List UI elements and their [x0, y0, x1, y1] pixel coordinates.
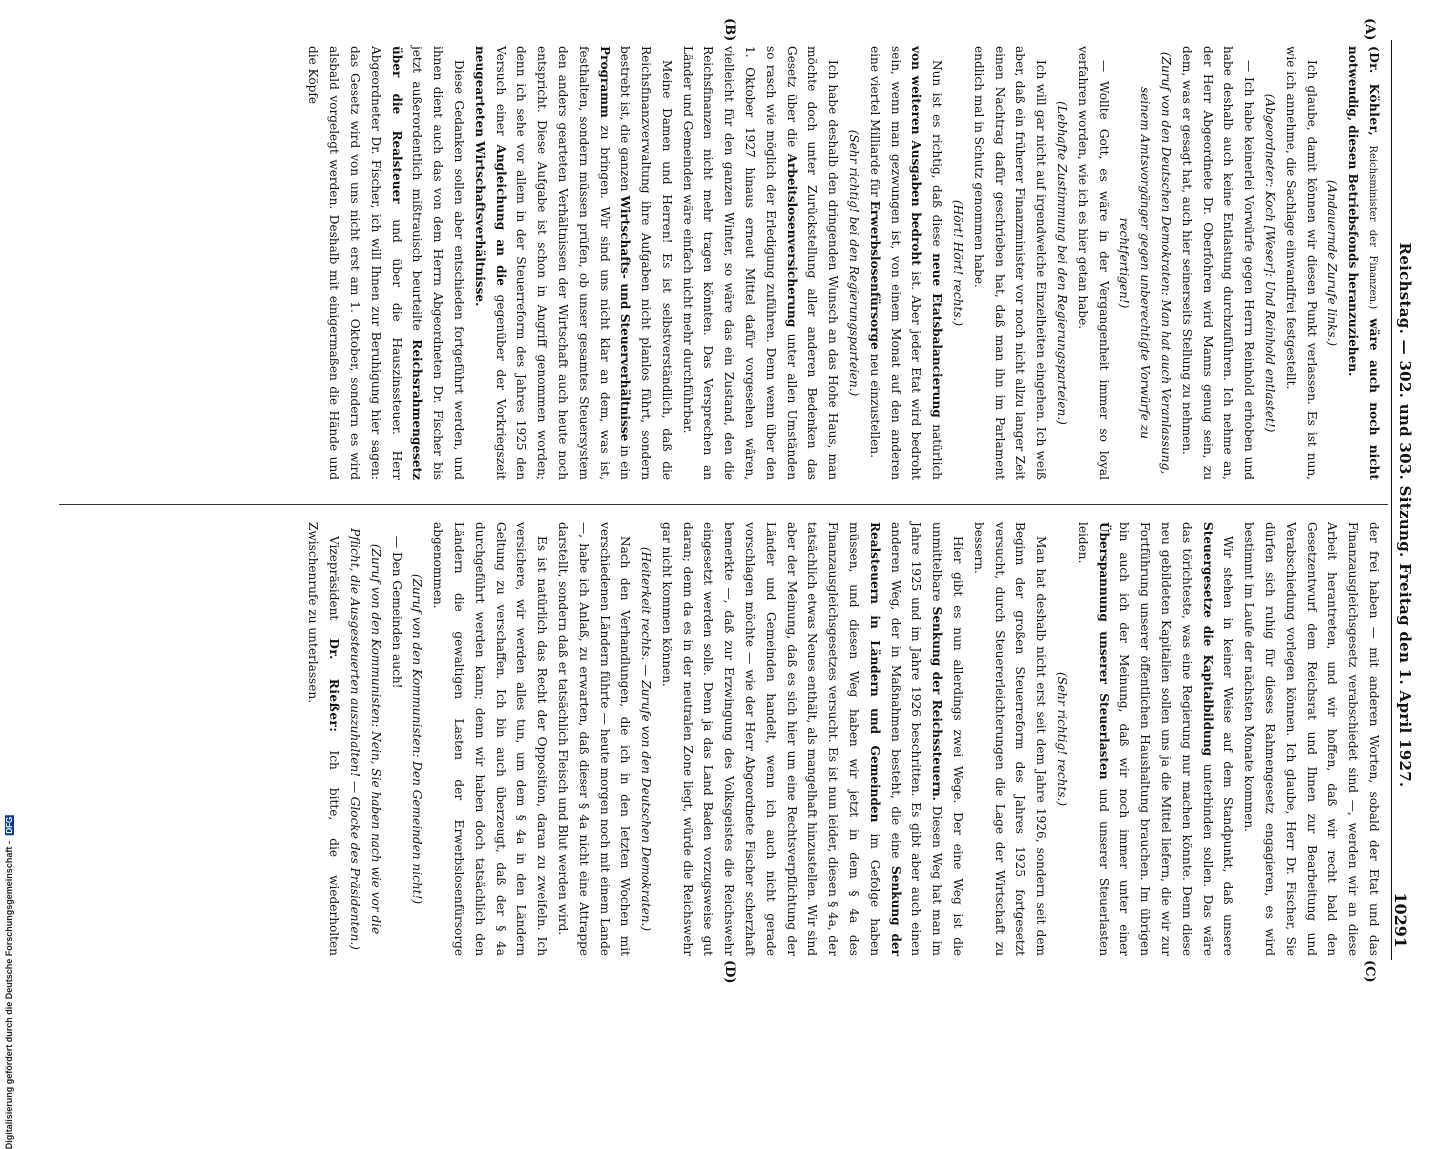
text-run: Vizepräsident [327, 536, 342, 621]
digitization-note-text: Digitalisierung gefördert durch die Deutsche Forschungsgemeinschaft - [4, 841, 14, 1149]
speaker-name: Dr. Rießer: [327, 638, 342, 733]
bold-phrase: neue Etatsbalancierung [930, 253, 945, 418]
paragraph: Es ist natürlich das Recht der Opposition, daran zu zweifeln. Ich versichere, wir werden alles tun, um dem § 4a in den Ländern Geltung zu verschaffen. Ich bin auch überzeugt, daß der § 4a durchgeführt werden kann; denn wir haben doch tatsächlich den Ländern die gewaltigen Lasten der Erwerbslosenfürsorge abgenommen. [431, 522, 550, 956]
interjection: (Zuruf von den Deutschen Demokraten: Man hat auch Veranlassung, seinem Amtsvorgänger gegen unberechtigte Vorwürfe zu rechtfertigen!) [1117, 51, 1174, 475]
paragraph: Ich glaube, damit können wir diesen Punkt verlassen. Es ist nun, wie ich annehme, die Sachlage einwandfrei festgestellt. [1283, 46, 1319, 480]
paragraph [303, 46, 469, 480]
text-run: Wir stehen in keiner Weise auf dem Standpunkt, daß unsere [1221, 536, 1236, 956]
page-header: Reichstag. — 302. und 303. Sitzung. Freitag den 1. April 1927. [1396, 242, 1414, 788]
paragraph [677, 46, 843, 480]
paragraph [303, 522, 345, 956]
paragraph [469, 46, 677, 480]
text-run: Ich bitte, die wiederholten Zwischenrufe zu unterlassen. [306, 522, 342, 956]
margin-marker-a: (A) [1362, 18, 1377, 41]
interjection: (Lebhafte Zustimmung bei den Regierungsparteien.) [1055, 101, 1070, 425]
bold-phrase: Erwerbslosenfürsorge [867, 200, 882, 350]
paragraph [864, 46, 947, 480]
interjection: (Abgeordneter: Koch [Weser]: Und Reinhold entlastet!) [1263, 93, 1278, 433]
speaker-name: (Dr. Köhler, [1367, 46, 1381, 137]
text-run: unterbinden sollen. Das wäre das törichteste, was eine Regierung nur machen könnte. Denn diese neu gebildeten Kapitalien sollen uns ja die Mittel liefern, die wir zur Fortführung unserer öffentlichen Haushaltung brauchen. Im übrigen bin auch ich der Meinung, daß wir noch immer unter einer [1117, 522, 1215, 956]
text-run: in ein [618, 445, 633, 480]
interjection: (Hört! Hört! rechts.) [951, 199, 966, 327]
interjection: (Sehr richtig! rechts.) [1055, 671, 1070, 807]
text-run: Diesen Weg hat man im Jahre 1925 und im Jahre 1926 beschritten. Es gibt aber auch einen anderen Weg, der in Maßnahmen besteht, die eine [888, 522, 945, 956]
speaker-role: Reichsminister der Finanzen.) [1367, 145, 1378, 310]
text-run: und unserer Steuerlasten leiden. [1075, 522, 1111, 956]
bold-phrase: neugearteten Wirtschaftsverhältnisse. [472, 46, 487, 307]
scanned-page-frame [35, 10, 1420, 990]
digitization-note [4, 815, 14, 1149]
bold-phrase: Angleichung an die [493, 144, 508, 286]
interjection: (Zuruf von den Kommunisten: Den Gemeinden nicht!) [410, 573, 425, 905]
bold-phrase: Steuergesetze die Kapitalbildung [1200, 522, 1215, 757]
bold-phrase: Programm [597, 46, 612, 118]
left-column [303, 46, 1384, 480]
text-run: Diese Gedanken sollen aber entschieden fortgeführt werden, und ihnen dient auch das von dem Herrn Abgeordneten Dr. Fischer bis jetzt außerordentlich mißtrauisch beurteilte [410, 46, 466, 480]
paragraph [656, 522, 968, 956]
bold-phrase: Senkung der Reichssteuern. [930, 606, 945, 801]
interjection: (Andauernde Zurufe links.) [1325, 179, 1340, 347]
header-rule [1391, 40, 1392, 960]
paragraph: Ich will gar nicht auf irgendwelche Einzelheiten eingehen. Ich weiß aber, daß ein früherer Finanzminister vor noch nicht allzu langer Zeit einen Nachtrag dafür geschrieben hat, daß man ihn im Parlament endlich mal in Schutz genommen habe. [971, 46, 1049, 480]
paragraph-text: wäre auch noch nicht notwendig, diesen Betriebsfonds heranzuziehen. [1346, 46, 1381, 480]
bold-phrase: von weiteren Ausgaben bedroht [909, 46, 924, 266]
interjection: (Sehr richtig! bei den Regierungsparteien.) [847, 129, 862, 397]
text-run: im Gefolge haben müssen, und diesen Weg haben wir jetzt in dem § 4a des Finanzausgleichsgesetzes versucht. Es ist nun leider, diesen § 4a, der tatsächlich etwas Neues enthält, als mangelhaft hinzustellen. Wir sind aber der Meinung, daß es sich hier um eine Rechtsverpflichtung der Länder und Gemeinden handelt, wenn ich auch nicht gerade vorschlagen möchte — wie der Herr Abgeordnete Fischer scherzhaft bemerkte —, daß zur Erzwingung des Volksgeistes die Reichswehr eingesetzt werden solle. Denn ja das Land Baden vorzugsweise gut daran; denn da es in der neutralen Zone liegt, würde die Reichswehr gar nicht kommen können. [659, 522, 882, 956]
right-column [303, 522, 1384, 956]
paragraph: — Ich habe keinerlei Vorwürfe gegen Herrn Reinhold erhoben und habe deshalb auch keine Entlastung durchzuführen. Ich nehme an, der Herr Abgeordnete Dr. Oberfohren wird Manns genug sein, zu dem, was er gesagt hat, auch hier seinerseits Stellung zu nehmen. [1179, 46, 1257, 480]
digitization-sidebar [0, 0, 18, 1149]
text-run: und über die Hauszinssteuer. Herr Abgeordneter Dr. Fischer, ich will Ihnen zur Beruhigung hier sagen: das Gesetz wird von uns nicht erst am 1. Oktober, sondern es wird alsbald vorgelegt werden. Deshalb mit einigermaßen die Hände und die Köpfe [306, 46, 404, 480]
text-run: neu einzustellen. [867, 353, 882, 458]
text-run: Meine Damen und Herren! Es ist selbstverständlich, daß die Reichsfinanzverwaltung ihre Aufgaben nicht planlos führt, sondern bestrebt ist, die ganzen [618, 46, 674, 480]
margin-marker-d: (D) [722, 960, 737, 984]
text-run: ist. Aber jeder Etat wird bedroht sein, wenn man gezwungen ist, von einem Monat auf den anderen eine viertel Milliarde für [867, 46, 924, 480]
bold-phrase: Reichsrahmengesetz über die Realsteuer [389, 46, 425, 480]
text-run: zu bringen. Wir sind uns nicht klar an dem, was ist, festhalten, sondern müssen prüfen, ob unser gesamtes Steuersystem den anders gearteten Verhältnissen der Wirtschaft auch heute noch entspricht. Diese Aufgabe ist schon in Angriff genommen worden; denn ich sehe vor allem in der Steuerreform des Jahres 1925 den Versuch einer [493, 46, 612, 480]
column-separator [59, 504, 1388, 505]
text-run: gegenüber der Vorkriegszeit [493, 294, 508, 481]
text-run: Ich habe deshalb den dringenden Wunsch an das Hohe Haus, man möchte doch unter Zurückstellung aller anderen Bedenken das Gesetz über die [784, 46, 841, 480]
interjection: (Heiterkeit rechts. — Zurufe von den Deutschen Demokraten.) [639, 546, 654, 932]
page-number: 10291 [1391, 892, 1410, 948]
text-run: Hier gibt es nun allerdings zwei Wege. Der eine Weg ist die unmittelbare [930, 522, 966, 956]
margin-marker-c: (C) [1362, 960, 1377, 983]
text-run: Nun ist es richtig, daß diese [930, 60, 945, 247]
bold-phrase: Senkung der Realsteuern in Ländern und Gemeinden [867, 522, 903, 956]
text-run: natürlich [930, 424, 945, 480]
paragraph: der frei haben — mit anderen Worten, sobald der Etat und das Finanzausgleichsgesetz verabschiedet sind —, werden wir an diese Arbeit herantreten, und wir hoffen, daß wir recht bald den Gesetzentwurf dem Reichsrat und Ihnen zur Bearbeitung und Verabschiedung vorlegen können. Ich glaube, Herr Dr. Fischer, Sie dürfen sich ruhig für dieses Rahmengesetz engagieren, es wird bestimmt im Laufe der nächsten Monate kommen. [1242, 522, 1381, 956]
text-run: unter allen Umständen so rasch wie möglich der Erledigung zuführen. Denn wenn über den 1. Oktober 1927 hinaus erneut Mittel dafür vorgesehen wären, vielleicht für den ganzen Winter, so wäre das ein Zustand, den die Reichsfinanzen nicht mehr tragen könnten. Das Versprechen an Länder und Gemeinden wäre einfach nicht mehr durchführbar. [680, 46, 799, 480]
paragraph: — Wollte Gott, es wäre in der Vergangenheit immer so loyal verfahren worden, wie ich es hier getan habe. [1075, 46, 1111, 480]
paragraph: — Den Gemeinden auch! [389, 536, 404, 689]
bold-phrase: Arbeitslosenversicherung [784, 153, 799, 328]
dfg-logo: DFG [5, 816, 14, 834]
bold-phrase: Wirtschafts- und Steuerverhältnisse [618, 195, 633, 442]
interjection: (Zuruf von den Kommunisten: Nein, Sie haben nach wie vor die Pflicht, die Ausgesteuerten auszuhalten! — Glocke des Präsidenten.) [347, 528, 383, 950]
scanned-page [35, 10, 1420, 990]
paragraph: Man hat deshalb nicht erst seit dem Jahre 1926, sondern seit dem Beginn der großen Steuerreform des Jahres 1925 fortgesetzt versucht, durch Steuererleichterungen die Lage der Wirtschaft zu bessern. [971, 522, 1049, 956]
paragraph [1342, 46, 1384, 480]
bold-phrase: Überspannung unserer Steuerlasten [1096, 522, 1111, 780]
paragraph [1072, 522, 1238, 956]
paragraph: Nach den Verhandlungen, die ich in den letzten Wochen mit verschiedenen Ländern führte — heute morgen noch mit einem Lande —, habe ich Anlaß, zu erwarten, daß dieser § 4a nicht eine Attrappe darstellt, sondern daß er tatsächlich Fleisch und Blut werden wird. [555, 522, 633, 956]
margin-marker-b: (B) [722, 18, 737, 42]
